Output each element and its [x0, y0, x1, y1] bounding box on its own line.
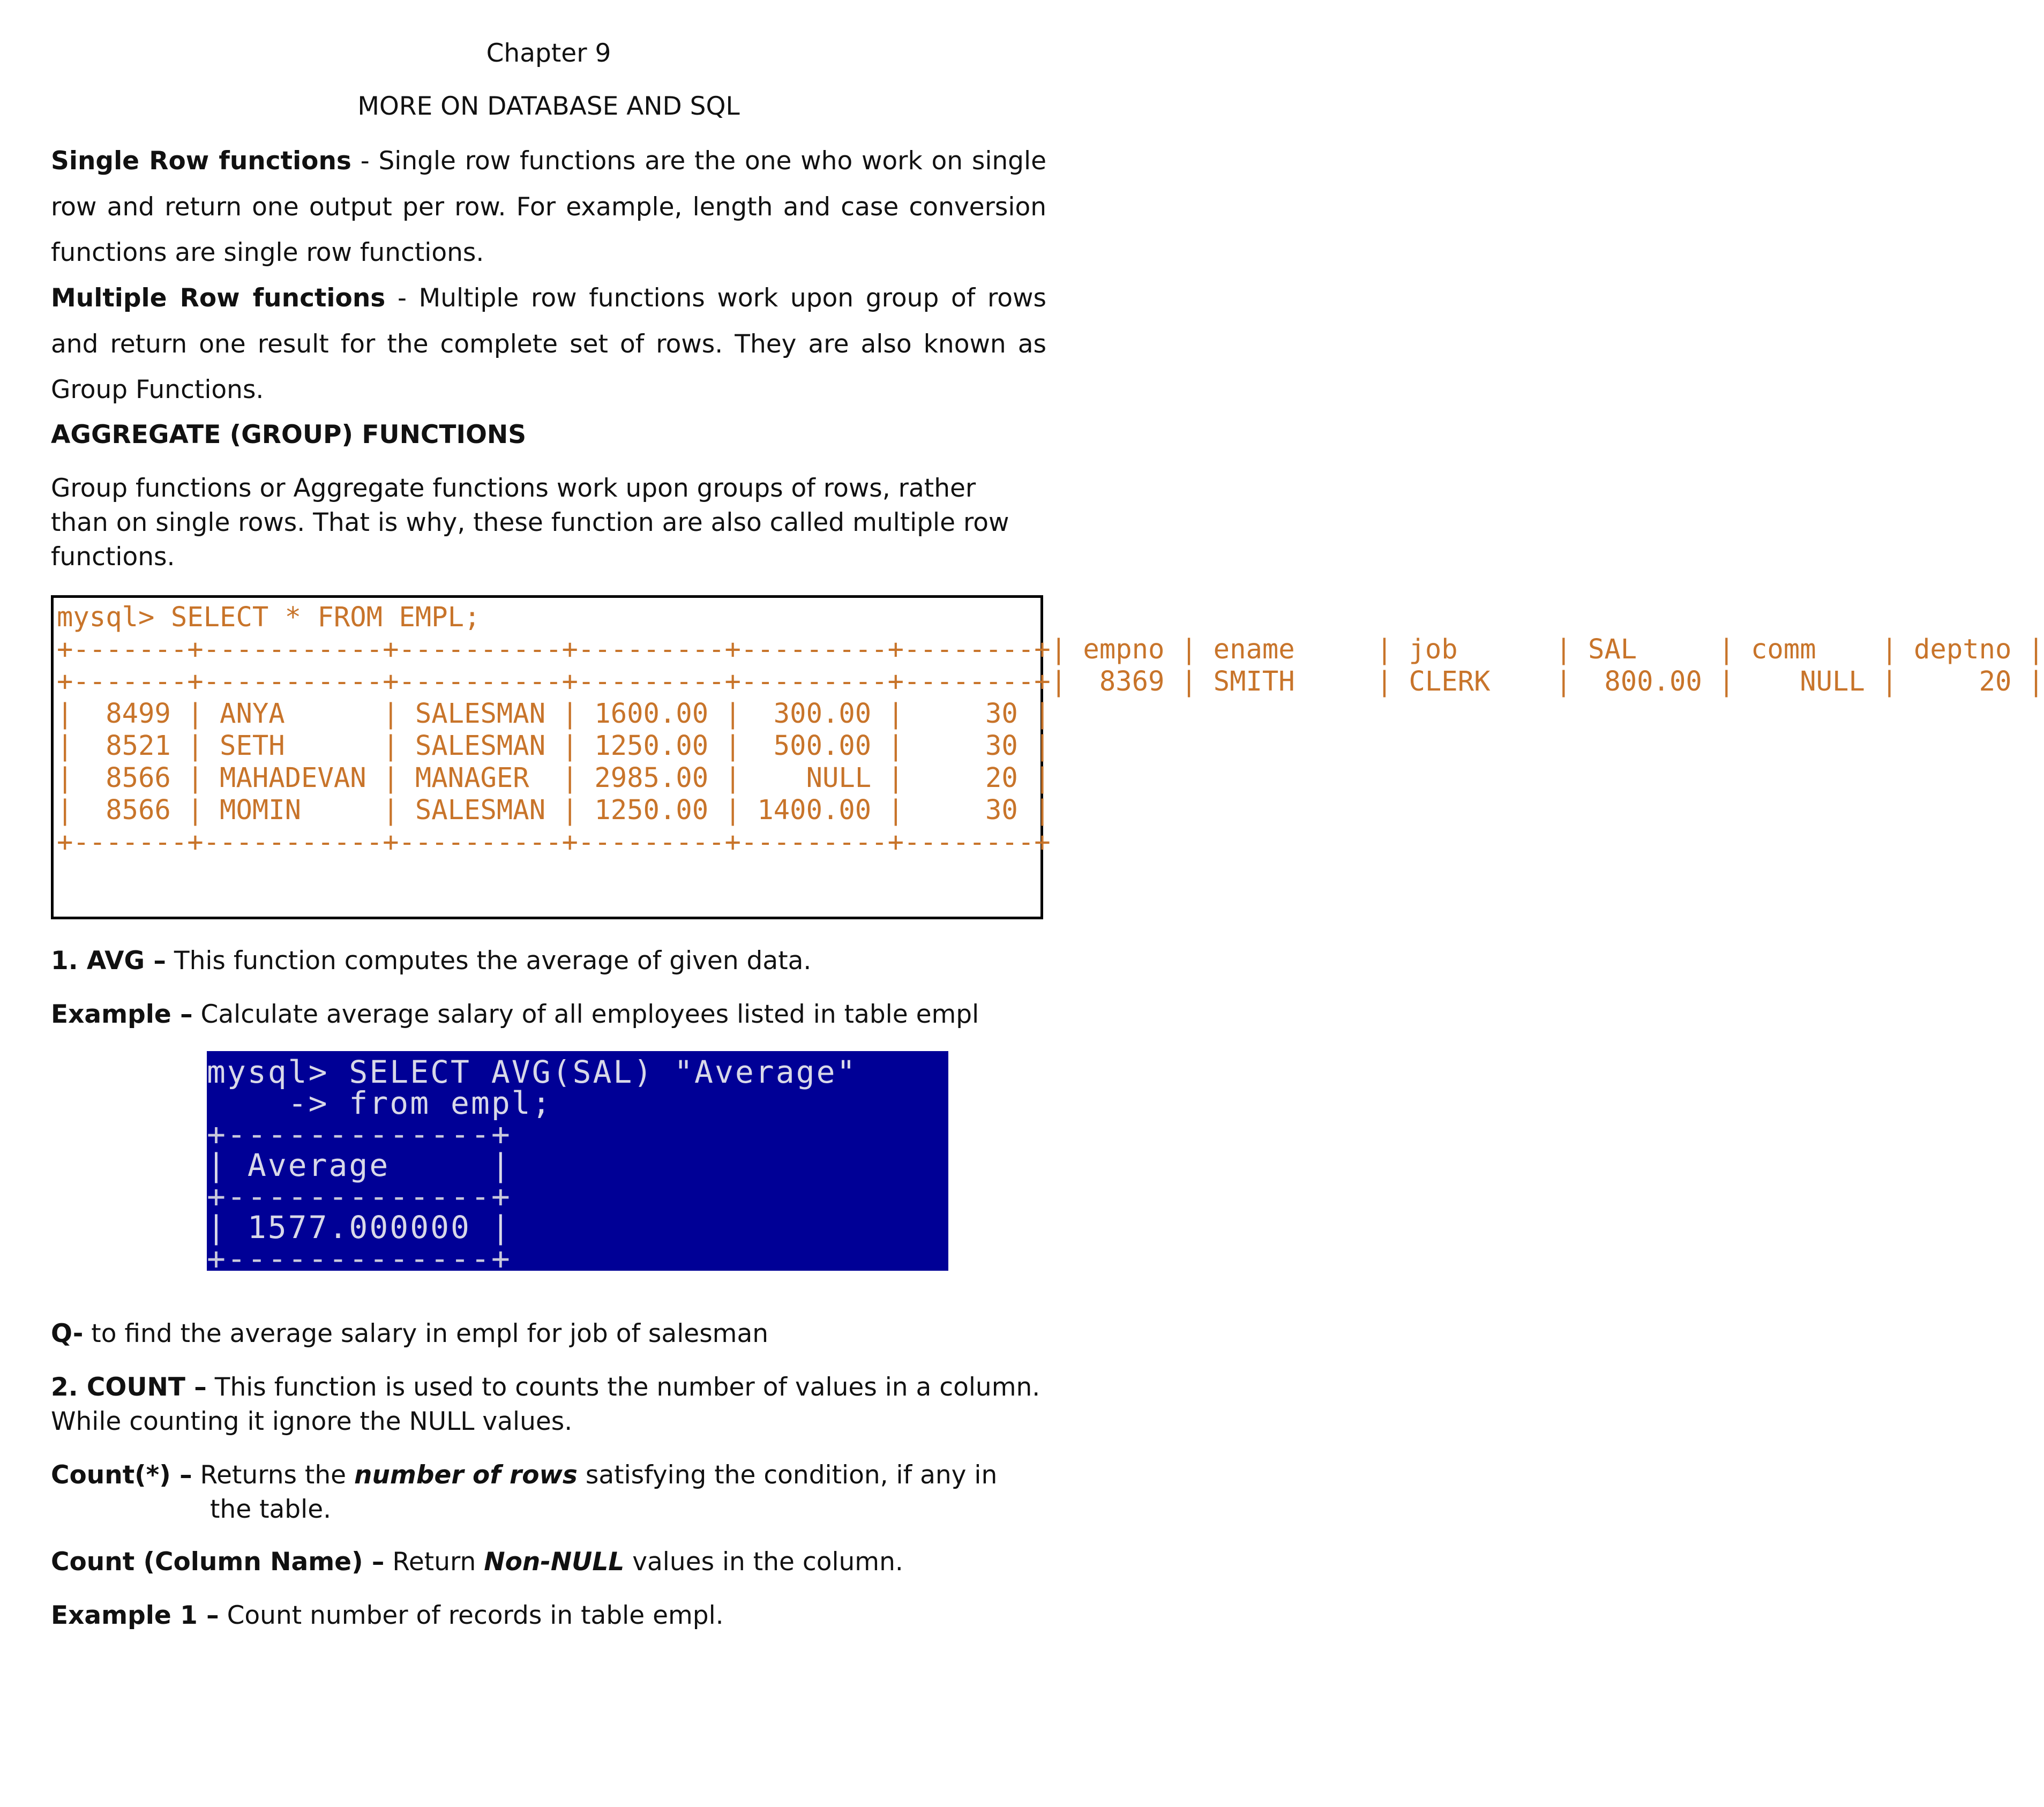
count-star-text-line2: the table.	[210, 1495, 332, 1524]
table-header-row: | Average |	[207, 1147, 512, 1183]
multiple-row-term: Multiple Row functions	[51, 283, 386, 313]
count-star-text-after: satisfying the condition, if any in	[577, 1460, 998, 1490]
avg-text: This function computes the average of given data.	[166, 946, 812, 976]
avg-example	[51, 999, 1046, 1031]
avg-term: 1. AVG –	[51, 946, 166, 976]
aggregate-paragraph	[51, 471, 1046, 574]
count-column-text-after: values in the column.	[624, 1547, 903, 1577]
example1-line	[51, 1600, 1046, 1632]
count-term: 2. COUNT –	[51, 1373, 207, 1402]
aggregate-text: Group functions or Aggregate functions work upon groups of rows, rather than on single rows. That is why, these function are also called multiple row functions.	[51, 474, 1009, 572]
count-column-emphasis: Non-NULL	[484, 1547, 625, 1577]
count-star-term: Count(*) –	[51, 1460, 192, 1490]
count-definition	[51, 1370, 1046, 1439]
count-column-text-before: Return	[384, 1547, 484, 1577]
table-row: | 1577.000000 |	[207, 1209, 512, 1246]
example1-term: Example 1 –	[51, 1601, 219, 1630]
table-row: | 8369 | SMITH | CLERK | 800.00 | NULL | 20 |	[1050, 665, 2044, 697]
terminal-prompt: mysql> SELECT * FROM EMPL;	[57, 601, 481, 633]
terminal-prompt: mysql> SELECT AVG(SAL) "Average"	[207, 1054, 857, 1090]
question-term: Q-	[51, 1319, 84, 1348]
count-star-definition	[51, 1458, 1046, 1527]
aggregate-heading	[51, 419, 1046, 451]
empl-table-screenshot	[51, 595, 2044, 919]
table-border-line: +-------------+	[207, 1240, 512, 1277]
avg-query-screenshot	[207, 1051, 948, 1277]
avg-definition	[51, 945, 1046, 977]
table-row: | 8566 | MAHADEVAN | MANAGER | 2985.00 | NULL | 20 |	[57, 762, 1051, 793]
single-row-paragraph	[51, 138, 1046, 276]
single-row-term: Single Row functions	[51, 146, 351, 176]
table-border-line: +-------------+	[207, 1116, 512, 1152]
multiple-row-text: - Multiple row functions work upon group of rows and return one result for the complete set of rows. They are also known as Group Functions.	[51, 283, 1046, 404]
question-line	[51, 1318, 1046, 1350]
example1-text: Count number of records in table empl.	[219, 1601, 724, 1630]
aggregate-heading-text: AGGREGATE (GROUP) FUNCTIONS	[51, 420, 527, 449]
table-border-line: +-------+-----------+----------+---------+---------+--------+	[57, 826, 1051, 858]
count-text: This function is used to counts the number of values in a column. While counting it ignore the NULL values.	[51, 1373, 1040, 1436]
table-row: | 8566 | MOMIN | SALESMAN | 1250.00 | 1400.00 | 30 |	[57, 794, 1051, 826]
count-column-definition	[51, 1546, 1046, 1578]
avg-example-text: Calculate average salary of all employees listed in table empl	[192, 1000, 979, 1029]
multiple-row-paragraph	[51, 275, 1046, 413]
table-row: | 8499 | ANYA | SALESMAN | 1600.00 | 300.00 | 30 |	[57, 698, 1051, 729]
chapter-label: Chapter 9	[486, 39, 611, 68]
avg-query-output	[207, 1051, 948, 1277]
table-header-row: | empno | ename | job | SAL | comm | deptno |	[1050, 633, 2044, 665]
count-column-term: Count (Column Name) –	[51, 1547, 385, 1577]
chapter-title: MORE ON DATABASE AND SQL	[357, 92, 740, 121]
table-border-line: +-------------+	[207, 1178, 512, 1214]
table-border-line: +-------+-----------+----------+---------+---------+--------+	[57, 665, 1051, 697]
count-star-emphasis: number of rows	[354, 1460, 578, 1490]
avg-example-term: Example –	[51, 1000, 193, 1029]
terminal-continuation: -> from empl;	[288, 1085, 552, 1121]
count-star-text-before: Returns the	[192, 1460, 354, 1490]
single-row-text: - Single row functions are the one who work on single row and return one output per row. For example, length and case conversion functions are single row functions.	[51, 146, 1046, 267]
empl-table-output	[54, 598, 2044, 858]
table-row: | 8521 | SETH | SALESMAN | 1250.00 | 500.00 | 30 |	[57, 730, 1051, 761]
question-text: to find the average salary in empl for job of salesman	[83, 1319, 769, 1348]
table-border-line: +-------+-----------+----------+---------+---------+--------+	[57, 633, 1051, 665]
